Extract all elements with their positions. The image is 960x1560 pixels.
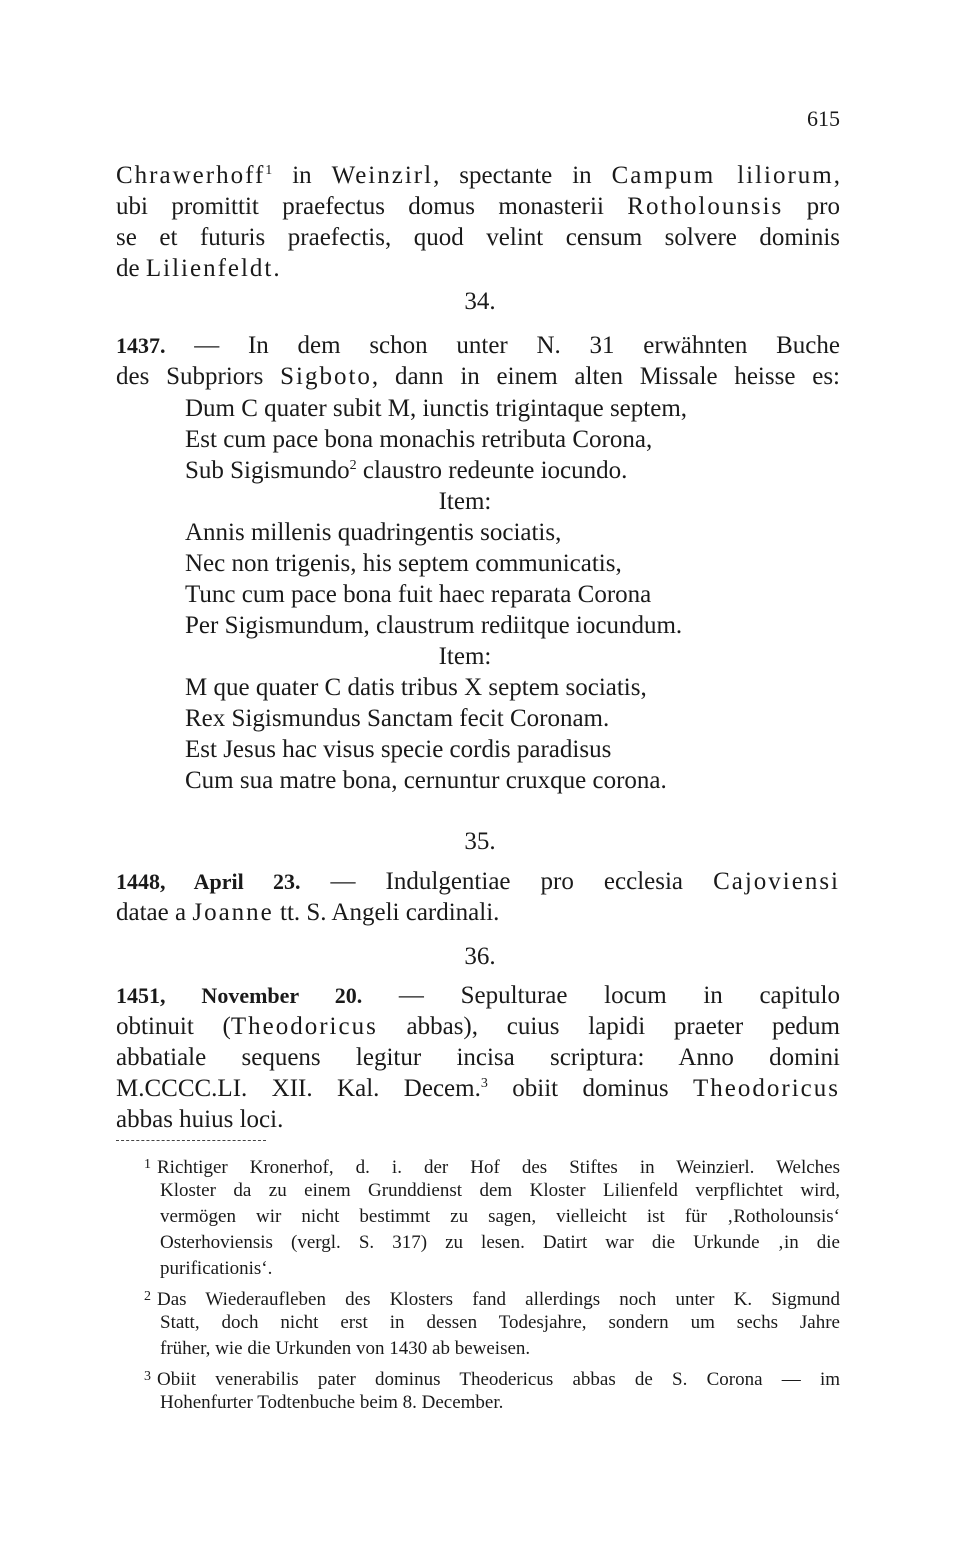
intro-line-3: se et futuris praefectis, quod velint censum solvere dominis	[116, 224, 840, 251]
verse-line: Cum sua matre bona, cernuntur cruxque corona.	[185, 767, 667, 794]
section-36-line-4: M.CCCC.LI. XII. Kal. Decem.$^3$ obiit dominus Theodoricus	[116, 1075, 840, 1102]
section-34-line-1: 1437. — In dem schon unter N. 31 erwähnten Buche	[116, 332, 840, 359]
section-36-line-1: 1451, November 20. — Sepulturae locum in capitulo	[116, 982, 840, 1009]
section-35-date: 1448, April 23.	[116, 869, 301, 894]
section-36-line-2: obtinuit (Theodoricus abbas), cuius lapidi praeter pedum	[116, 1013, 840, 1040]
verse-line: Dum C quater subit M, iunctis trigintaque septem,	[185, 395, 688, 422]
item-heading: Item:	[438, 643, 492, 670]
footnotes	[116, 1152, 840, 1416]
verse-line: Tunc cum pace bona fuit haec reparata Corona	[185, 581, 652, 608]
section-34-line-2: des Subpriors Sigboto, dann in einem alten Missale heisse es:	[116, 363, 840, 390]
intro-line-2: ubi promittit praefectus domus monasterii Rotholounsis pro	[116, 193, 840, 220]
section-number-34: 34.	[464, 288, 496, 315]
item-heading: Item:	[438, 488, 492, 515]
footnote-1: $^1$ Richtiger Kronerhof, d. i. der Hof des Stiftes in Weinzierl. Welches Kloster da zu einem Grunddienst dem Kloster Lilienfeld verpflichtet wird, vermögen wir nicht bestimmt zu sagen, vielleicht ist für ‚Rotholounsis‘ Osterhoviensis (vergl. S. 317) zu lesen. Datirt war die Urkunde ‚in die purificationis‘.	[144, 1157, 840, 1279]
intro-paragraph	[116, 160, 840, 284]
section-35-line-2: datae a Joanne tt. S. Angeli cardinali.	[116, 899, 500, 926]
section-number-35: 35.	[464, 828, 496, 855]
verse-line: Est Jesus hac visus specie cordis paradisus	[185, 736, 612, 763]
section-35-line-1: 1448, April 23. — Indulgentiae pro ecclesia Cajoviensi	[116, 868, 840, 895]
footnote-marker: 3	[144, 1369, 151, 1384]
section-34-date: 1437.	[116, 333, 166, 358]
footnote-3: $^3$ Obiit venerabilis pater dominus Theodericus abbas de S. Corona — im Hohenfurter Todtenbuche beim 8. December.	[144, 1369, 840, 1413]
footnote-marker: 1	[144, 1157, 151, 1172]
footnote-marker: 2	[144, 1289, 151, 1304]
footnote-ref-1[interactable]: 1	[265, 163, 273, 178]
section-number-36: 36.	[464, 943, 496, 970]
section-36-date: 1451, November 20.	[116, 983, 363, 1008]
intro-line-4: de Lilienfeldt.	[116, 255, 280, 282]
verse-line: Sub Sigismundo$^2$ claustro redeunte iocundo.	[185, 457, 628, 484]
section-34-intro	[116, 330, 840, 392]
section-35-paragraph	[116, 866, 840, 928]
footnote-ref-2[interactable]: 2	[349, 458, 357, 473]
section-36-line-5: abbas huius loci.	[116, 1106, 284, 1133]
verse-line: Est cum pace bona monachis retributa Corona,	[185, 426, 653, 453]
footnote-2: $^2$ Das Wiederaufleben des Klosters fand allerdings noch unter K. Sigmund Statt, doch nicht erst in dessen Todesjahre, sondern um sechs Jahre früher, wie die Urkunden von 1430 ab beweisen.	[144, 1289, 840, 1359]
verse-line: Nec non trigenis, his septem communicatis,	[185, 550, 622, 577]
section-36-paragraph	[116, 980, 840, 1135]
footnote-divider	[116, 1140, 266, 1141]
verse-line: Per Sigismundum, claustrum rediitque iocundum.	[185, 612, 683, 639]
verse-block	[185, 393, 845, 796]
intro-line-1: Chrawerhoff$^1$ in Weinzirl, spectante in Campum liliorum,	[116, 162, 841, 189]
verse-line: Annis millenis quadringentis sociatis,	[185, 519, 562, 546]
footnote-ref-3[interactable]: 3	[480, 1076, 488, 1091]
verse-line: M que quater C datis tribus X septem sociatis,	[185, 674, 647, 701]
verse-line: Rex Sigismundus Sanctam fecit Coronam.	[185, 705, 610, 732]
page-number: 615	[807, 106, 840, 131]
section-36-line-3: abbatiale sequens legitur incisa scriptura: Anno domini	[116, 1044, 840, 1071]
